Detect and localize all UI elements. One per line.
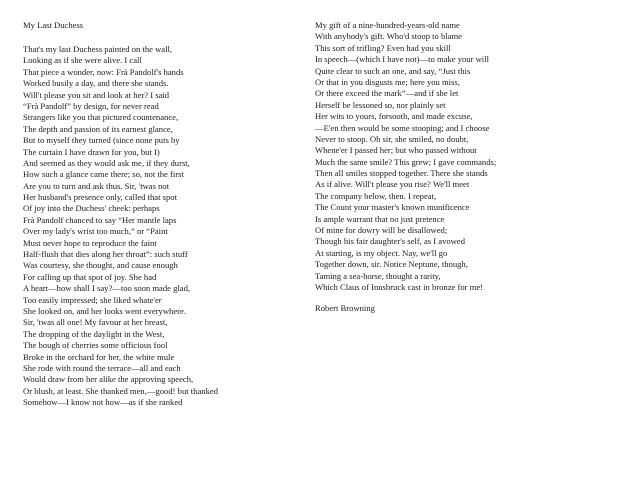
poem-author: Robert Browning xyxy=(315,303,375,314)
poem-line: Are you to turn and ask thus. Sir, 'twas not xyxy=(23,180,170,191)
poem-line: How such a glance came there; so, not the first xyxy=(23,169,184,180)
poem-line: And seemed as they would ask me, if they durst, xyxy=(23,157,190,168)
poem-line: Then all smiles stopped together. There she stands xyxy=(315,168,488,179)
right-stanza xyxy=(315,20,630,293)
poem-line: Much the same smile? This grew; I gave commands; xyxy=(315,156,497,167)
poem-line: She rode with round the terrace—all and each xyxy=(23,362,181,373)
poem-line: Taming a sea-horse, thought a rarity, xyxy=(315,270,441,281)
poem-line: Somehow—I know not how—as if she ranked xyxy=(23,397,183,408)
poem-line: “Frà Pandolf” by design, for never read xyxy=(23,100,159,111)
poem-line: Or blush, at least. She thanked men,—good! but thanked xyxy=(23,385,218,396)
poem-line: Together down, sir. Notice Neptune, though, xyxy=(315,259,468,270)
poem-line: That piece a wonder, now: Frà Pandolf's hands xyxy=(23,66,184,77)
poem-line: Never to stoop. Oh sir, she smiled, no doubt, xyxy=(315,133,469,144)
poem-line: Whene'er I passed her; but who passed without xyxy=(315,145,477,156)
poem-line: Worked busily a day, and there she stands. xyxy=(23,78,169,89)
poem-line: The bough of cherries some officious fool xyxy=(23,340,168,351)
poem-line: Herself be lessoned so, nor plainly set xyxy=(315,99,446,110)
poem-line: A heart—how shall I say?—too soon made glad, xyxy=(23,283,191,294)
poem-line: Is ample warrant that no just pretence xyxy=(315,213,445,224)
poem-line: The company below, then. I repeat, xyxy=(315,190,437,201)
poem-line: Over my lady's wrist too much,” or “Paint xyxy=(23,226,168,237)
poem-line: Strangers like you that pictured countenance, xyxy=(23,112,179,123)
right-column xyxy=(315,20,630,315)
poem-line: Her husband's presence only, called that spot xyxy=(23,192,177,203)
poem-line: Will't please you sit and look at her? I said xyxy=(23,89,170,100)
poem-line: This sort of trifling? Even had you skill xyxy=(315,42,451,53)
poem-line: Though his fair daughter's self, as I avowed xyxy=(315,236,465,247)
poem-line: Broke in the orchard for her, the white mule xyxy=(23,351,175,362)
poem-line: The curtain I have drawn for you, but I) xyxy=(23,146,160,157)
poem-line: Quite clear to such an one, and say, “Just this xyxy=(315,65,471,76)
poem-line: Or that in you disgusts me; here you miss, xyxy=(315,76,460,87)
poem-line: Looking as if she were alive. I call xyxy=(23,55,142,66)
poem-line: Too easily impressed; she liked whate'er xyxy=(23,294,162,305)
poem-title: My Last Duchess xyxy=(23,20,84,30)
poem-line: But to myself they turned (since none puts by xyxy=(23,135,180,146)
poem-line: —E'en then would be some stooping; and I choose xyxy=(315,122,490,133)
poem-line: Would draw from her alike the approving speech, xyxy=(23,374,194,385)
poem-line: Sir, 'twas all one! My favour at her breast, xyxy=(23,317,168,328)
poem-line: Must never hope to reproduce the faint xyxy=(23,237,157,248)
poem-line: Frà Pandolf chanced to say “Her mantle laps xyxy=(23,214,177,225)
poem-line: With anybody's gift. Who'd stoop to blame xyxy=(315,31,462,42)
poem-line: She looked on, and her looks went everywhere. xyxy=(23,305,186,316)
poem-line: The Count your master's known munificence xyxy=(315,202,470,213)
poem-line: Of joy into the Duchess' cheek: perhaps xyxy=(23,203,160,214)
poem-line: Was courtesy, she thought, and cause enough xyxy=(23,260,178,271)
poem-line: My gift of a nine-hundred-years-old name xyxy=(315,20,460,30)
left-column xyxy=(23,20,308,408)
poem-line: The dropping of the daylight in the West, xyxy=(23,328,165,339)
poem-line: Half-flush that dies along her throat”: such stuff xyxy=(23,249,188,260)
poem-line: That's my last Duchess painted on the wall, xyxy=(23,43,173,54)
poem-line: As if alive. Will't please you rise? We'll meet xyxy=(315,179,470,190)
poem-line: Or there exceed the mark”—and if she let xyxy=(315,88,459,99)
poem-line: For calling up that spot of joy. She had xyxy=(23,271,157,282)
poem-line: Of mine for dowry will be disallowed; xyxy=(315,225,448,236)
poem-line: In speech—(which I have not)—to make your will xyxy=(315,54,489,65)
poem-line: Her wits to yours, forsooth, and made excuse, xyxy=(315,111,473,122)
poem-line: At starting, is my object. Nay, we'll go xyxy=(315,247,448,258)
left-stanza xyxy=(23,44,308,409)
poem-line: Which Claus of Innsbruck cast in bronze for me! xyxy=(315,281,484,292)
poem-line: The depth and passion of its earnest glance, xyxy=(23,123,173,134)
